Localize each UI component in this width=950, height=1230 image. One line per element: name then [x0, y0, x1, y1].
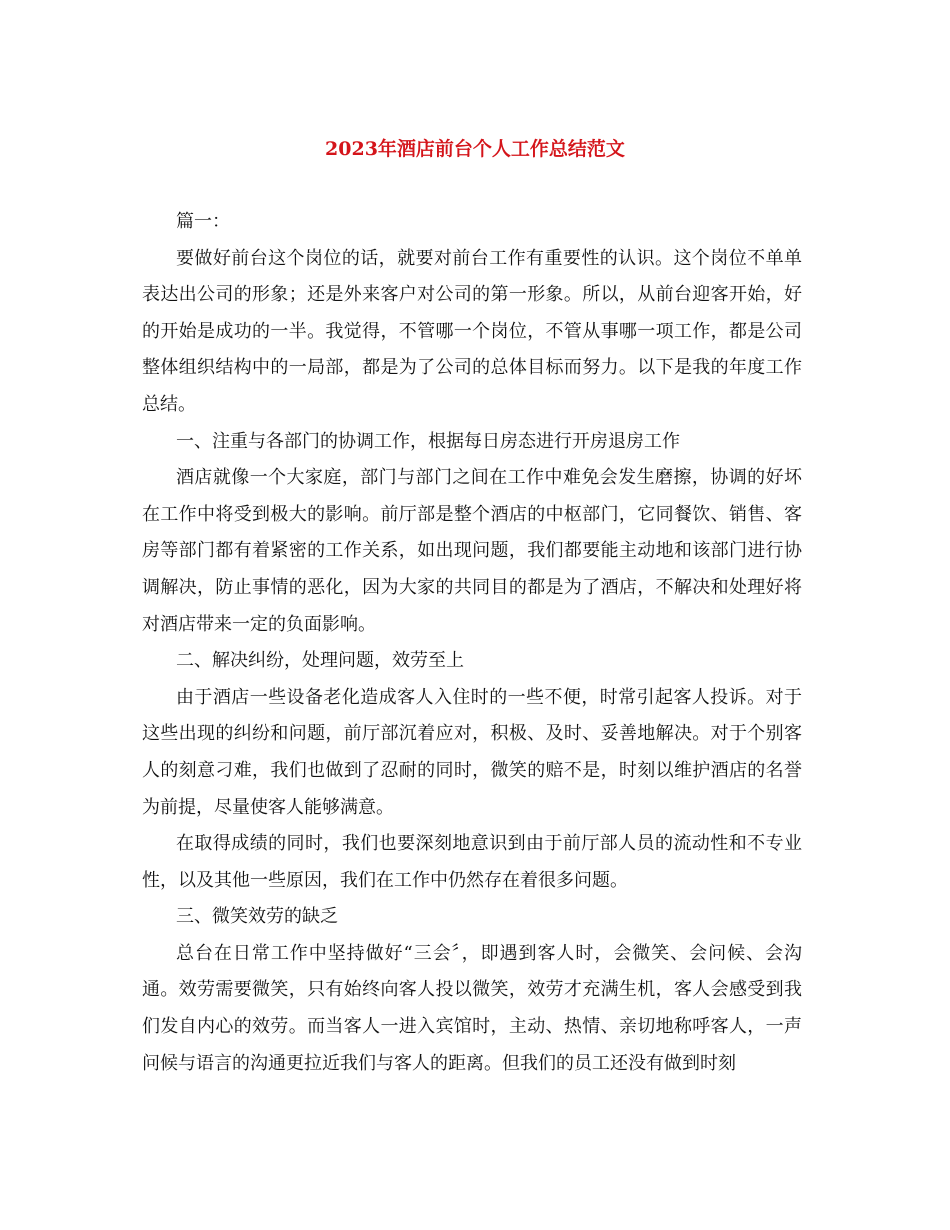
paragraph: 由于酒店一些设备老化造成客人入住时的一些不便，时常引起客人投诉。对于这些出现的纠纷和问题，前厅部沉着应对，积极、及时、妥善地解决。对于个别客人的刻意刁难，我们也做到了忍耐的同时，微笑的赔不是，时刻以维护酒店的名誉为前提，尽量使客人能够满意。: [142, 686, 802, 818]
paragraph-label: 篇一：: [176, 211, 230, 232]
section-heading: 二、解决纠纷，处理问题，效劳至上: [176, 650, 464, 672]
paragraph: 在取得成绩的同时，我们也要深刻地意识到由于前厅部人员的流动性和不专业性，以及其他一些原因，我们在工作中仍然存在着很多问题。: [142, 833, 802, 891]
document-body: [142, 204, 802, 1082]
section-heading: 三、微笑效劳的缺乏: [176, 906, 338, 928]
paragraph: 要做好前台这个岗位的话，就要对前台工作有重要性的认识。这个岗位不单单表达出公司的形象；还是外来客户对公司的第一形象。所以，从前台迎客开始，好的开始是成功的一半。我觉得，不管哪一个岗位，不管从事哪一项工作，都是公司整体组织结构中的一局部，都是为了公司的总体目标而努力。以下是我的年度工作总结。: [142, 247, 802, 415]
section-heading: 一、注重与各部门的协调工作，根据每日房态进行开房退房工作: [176, 430, 680, 452]
paragraph: 酒店就像一个大家庭，部门与部门之间在工作中难免会发生磨擦，协调的好坏在工作中将受到极大的影响。前厅部是整个酒店的中枢部门，它同餐饮、销售、客房等部门都有着紧密的工作关系，如出现问题，我们都要能主动地和该部门进行协调解决，防止事情的恶化，因为大家的共同目的都是为了酒店，不解决和处理好将对酒店带来一定的负面影响。: [142, 467, 802, 635]
document-title: 2023年酒店前台个人工作总结范文: [325, 138, 625, 160]
paragraph: 总台在日常工作中坚持做好“三会〞，即遇到客人时，会微笑、会问候、会沟通。效劳需要微笑，只有始终向客人投以微笑，效劳才充满生机，客人会感受到我们发自内心的效劳。而当客人一进入宾馆时，主动、热情、亲切地称呼客人，一声问候与语言的沟通更拉近我们与客人的距离。但我们的员工还没有做到时刻: [142, 942, 802, 1074]
